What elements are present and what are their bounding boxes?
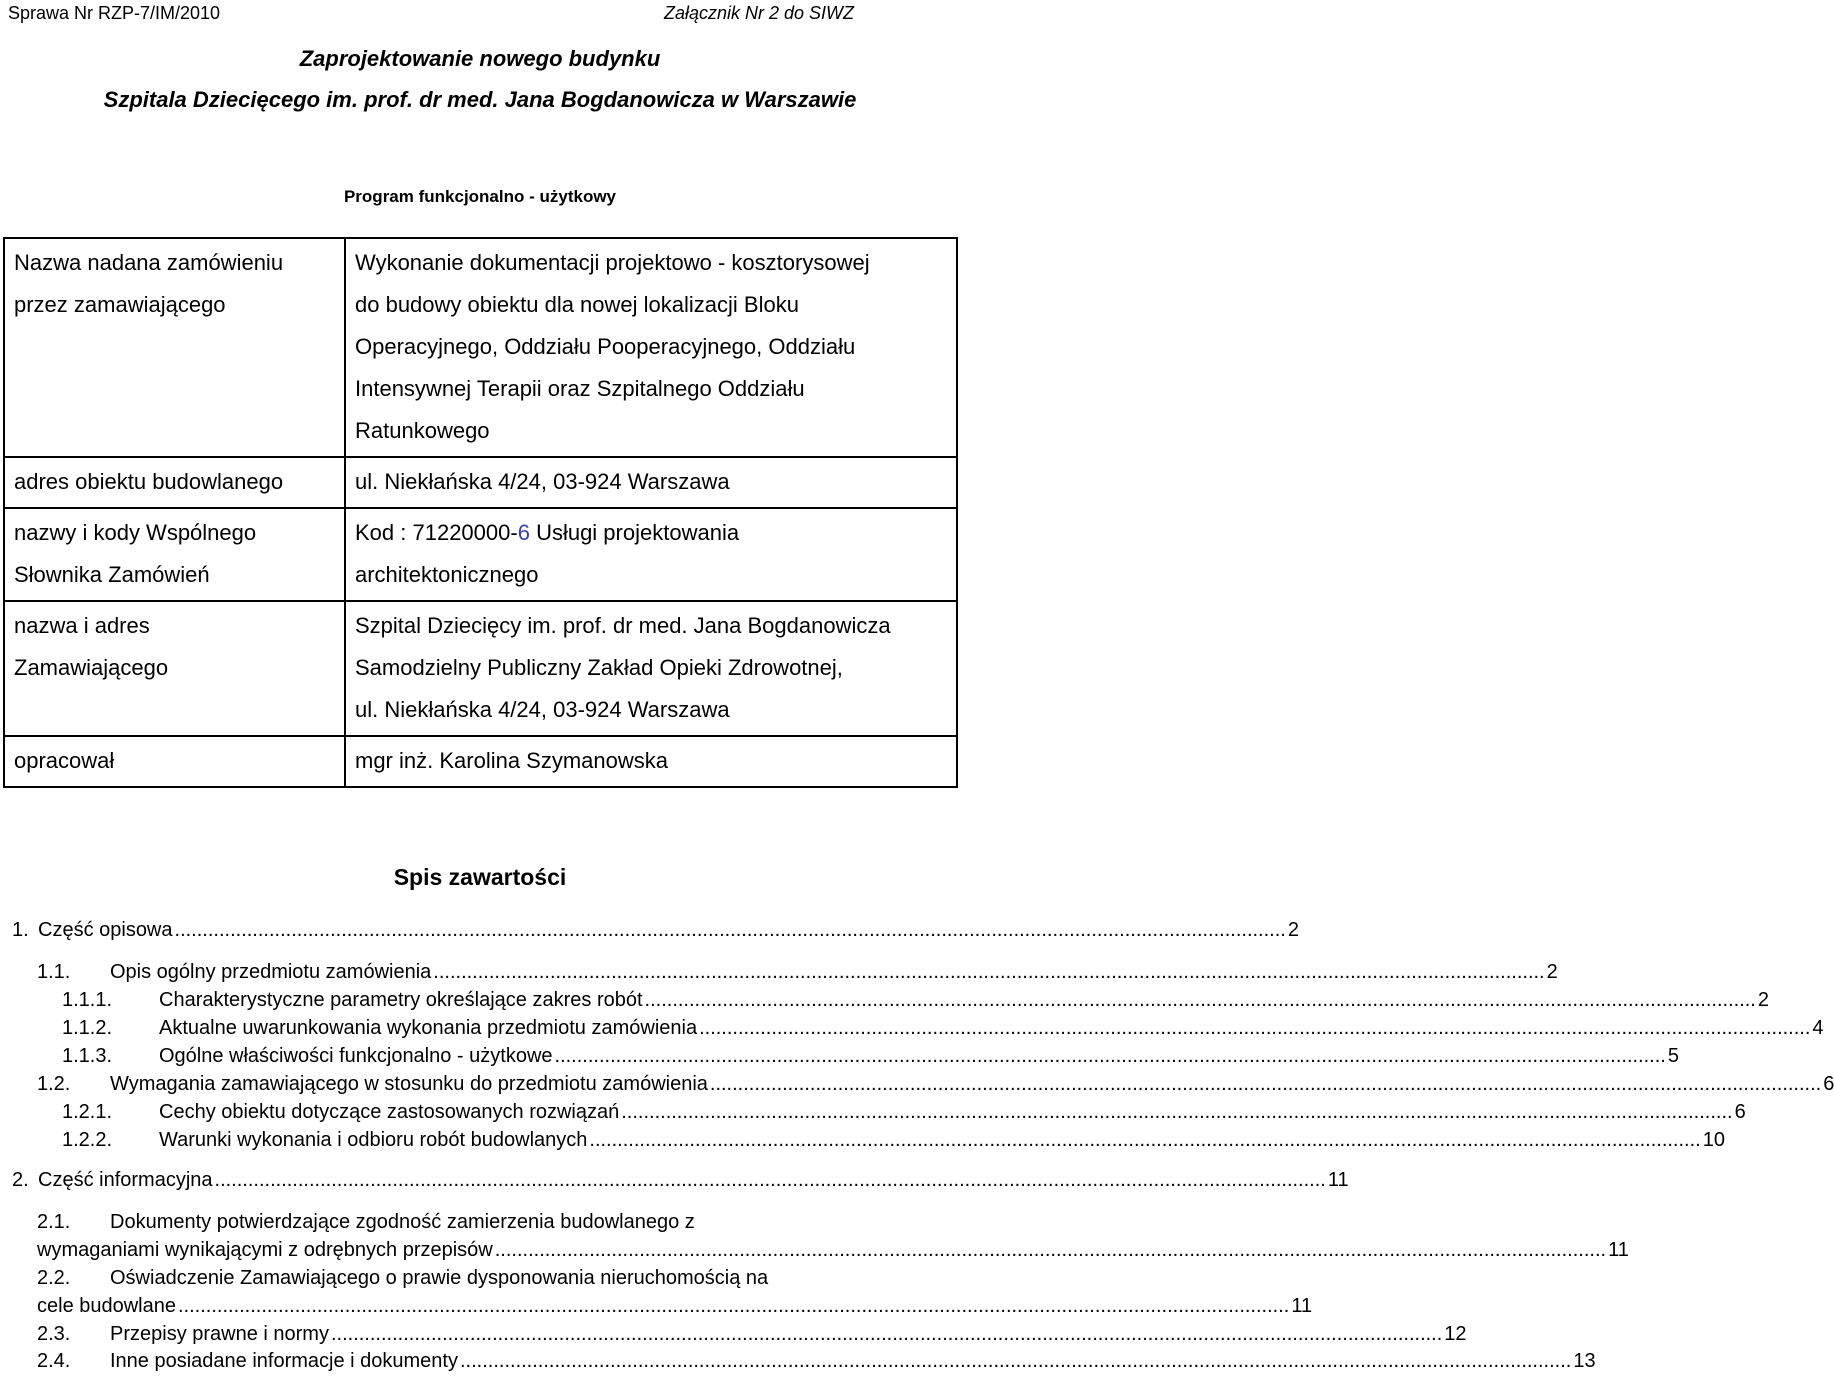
- toc-entry[interactable]: 1.1. Opis ogólny przedmiotu zamówienia ..... 2: [37, 958, 946, 986]
- toc-entry[interactable]: 1.2.2. Warunki wykonania i odbioru robót budowlanych ..... 10: [62, 1126, 946, 1154]
- toc-entry[interactable]: wymaganiami wynikającymi z odrębnych przepisów ..... 11: [37, 1236, 946, 1264]
- info-row-address: [4, 457, 957, 508]
- info-row-order-name: [4, 238, 957, 457]
- toc-title: Spis zawartości: [393, 864, 567, 890]
- info-value: Szpital Dziecięcy im. prof. dr med. Jana Bogdanowicza Samodzielny Publiczny Zakład Opieki Zdrowotnej, ul. Niekłańska 4/24, 03-924 Warszawa: [345, 601, 957, 736]
- info-value: Wykonanie dokumentacji projektowo - kosztorysowej do budowy obiektu dla nowej lokalizacji Bloku Operacyjnego, Oddziału Pooperacyjnego, Oddziału Intensywnej Terapii oraz Szpitalnego Oddziału Ratunkowego: [345, 238, 957, 457]
- info-label: Nazwa nadana zamówieniu przez zamawiającego: [4, 238, 345, 457]
- toc-entry-first-line[interactable]: 2.2. Oświadczenie Zamawiającego o prawie dysponowania nieruchomością na: [37, 1267, 769, 1289]
- toc-entry[interactable]: 2.3. Przepisy prawne i normy ..... 12: [37, 1320, 946, 1348]
- info-row-cpv: [4, 508, 957, 601]
- toc-entry[interactable]: 1.2. Wymagania zamawiającego w stosunku do przedmiotu zamówienia ..... 6: [37, 1070, 946, 1098]
- info-row-contracting-authority: [4, 601, 957, 736]
- case-number: Sprawa Nr RZP-7/IM/2010: [8, 3, 221, 23]
- info-value: mgr inż. Karolina Szymanowska: [345, 736, 957, 787]
- toc-entry-first-line[interactable]: 2.1. Dokumenty potwierdzające zgodność zamierzenia budowlanego z: [37, 1211, 695, 1233]
- toc-entry[interactable]: 1.1.1. Charakterystyczne parametry określające zakres robót ..... 2: [62, 986, 946, 1014]
- info-row-author: [4, 736, 957, 787]
- toc-entry[interactable]: 1.2.1. Cechy obiektu dotyczące zastosowanych rozwiązań ..... 6: [62, 1098, 946, 1126]
- cpv-code-digit: 6: [517, 520, 530, 545]
- toc-entry[interactable]: 1.1.2. Aktualne uwarunkowania wykonania przedmiotu zamówienia ..... 4: [62, 1014, 946, 1042]
- info-label: nazwy i kody Wspólnego Słownika Zamówień: [4, 508, 345, 601]
- info-label: adres obiektu budowlanego: [4, 457, 345, 508]
- info-value: Kod : 71220000-6 Usługi projektowania architektonicznego: [345, 508, 957, 601]
- doc-title-line1: Zaprojektowanie nowego budynku: [299, 46, 661, 71]
- toc-entry[interactable]: 1. Część opisowa ..... 2: [12, 916, 946, 944]
- info-label: opracował: [4, 736, 345, 787]
- info-value: ul. Niekłańska 4/24, 03-924 Warszawa: [345, 457, 957, 508]
- doc-title-line2: Szpitala Dziecięcego im. prof. dr med. Jana Bogdanowicza w Warszawie: [103, 87, 857, 112]
- toc-entry[interactable]: 2. Część informacyjna ..... 11: [12, 1166, 946, 1194]
- info-label: nazwa i adres Zamawiającego: [4, 601, 345, 736]
- toc-entry[interactable]: 1.1.3. Ogólne właściwości funkcjonalno - użytkowe ..... 5: [62, 1042, 946, 1070]
- toc-entry[interactable]: 2.4. Inne posiadane informacje i dokumenty ..... 13: [37, 1347, 946, 1375]
- program-heading: Program funkcjonalno - użytkowy: [343, 187, 617, 206]
- info-table: [3, 237, 958, 788]
- toc-entry[interactable]: cele budowlane ..... 11: [37, 1292, 946, 1320]
- attachment-label: Załącznik Nr 2 do SIWZ: [663, 3, 854, 23]
